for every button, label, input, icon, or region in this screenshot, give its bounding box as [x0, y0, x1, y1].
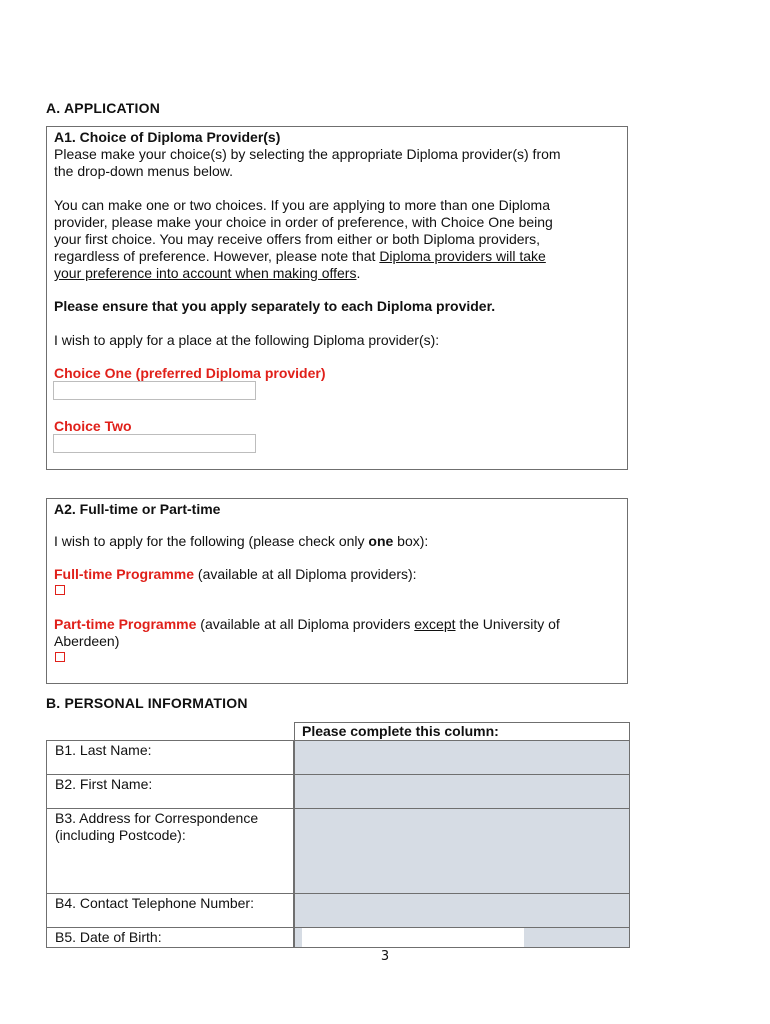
parttime-line — [54, 616, 560, 633]
a1-para-line2: provider, please make your choice in order of preference, with Choice One being — [54, 214, 553, 230]
fulltime-line — [54, 566, 417, 583]
a1-para-line1: You can make one or two choices. If you are applying to more than one Diploma — [54, 197, 550, 213]
a1-box — [46, 126, 628, 470]
parttime-except: except — [414, 616, 456, 632]
a1-para-line5-end: . — [356, 265, 361, 281]
parttime-note-start: (available at all Diploma providers — [196, 616, 415, 632]
row-dob-label: B5. Date of Birth: — [46, 927, 294, 948]
choice-two-dropdown[interactable] — [53, 434, 256, 453]
row-first-name-label: B2. First Name: — [46, 774, 294, 809]
telephone-input[interactable] — [294, 893, 630, 928]
fulltime-note: (available at all Diploma providers): — [194, 566, 417, 582]
choice-one-dropdown[interactable] — [53, 381, 256, 400]
a2-title: A2. Full-time or Part-time — [54, 501, 221, 517]
dob-input-group — [294, 927, 630, 948]
a2-wish-text — [54, 533, 428, 550]
a1-para-line3: your first choice. You may receive offers from either or both Diploma providers, — [54, 231, 541, 247]
parttime-label: Part-time Programme — [54, 616, 197, 632]
a1-wish-text: I wish to apply for a place at the following Diploma provider(s): — [54, 332, 440, 348]
row-telephone-label: B4. Contact Telephone Number: — [46, 893, 294, 928]
choice-one-label: Choice One (preferred Diploma provider) — [54, 365, 326, 381]
a1-title: A1. Choice of Diploma Provider(s) — [54, 129, 281, 145]
fulltime-label: Full-time Programme — [54, 566, 195, 582]
parttime-note-line2: Aberdeen) — [54, 633, 120, 649]
dob-input[interactable] — [302, 928, 524, 947]
column-header: Please complete this column: — [294, 722, 630, 740]
row-last-name-label: B1. Last Name: — [46, 740, 294, 775]
a2-wish-bold: one — [368, 533, 394, 549]
choice-two-label: Choice Two — [54, 418, 132, 434]
row-address-label-line2: (including Postcode): — [55, 827, 186, 843]
a1-intro-line1: Please make your choice(s) by selecting the appropriate Diploma provider(s) from — [54, 146, 561, 162]
personal-info-table — [46, 722, 630, 948]
section-a-heading: A. APPLICATION — [46, 100, 161, 116]
parttime-note-end: the University of — [455, 616, 560, 632]
row-address-label — [46, 808, 294, 894]
a1-para-line5-underlined: your preference into account when making offers — [54, 265, 357, 281]
section-b-heading: B. PERSONAL INFORMATION — [46, 695, 248, 711]
row-address-label-line1: B3. Address for Correspondence — [55, 810, 259, 826]
first-name-input[interactable] — [294, 774, 630, 809]
last-name-input[interactable] — [294, 740, 630, 775]
address-input[interactable] — [294, 808, 630, 894]
a1-para-line4 — [54, 248, 546, 265]
a2-wish-end: box): — [393, 533, 429, 549]
fulltime-checkbox[interactable] — [55, 585, 65, 595]
a1-para-line5 — [54, 265, 360, 282]
a1-intro-line2: the drop-down menus below. — [54, 163, 233, 179]
a2-wish-start: I wish to apply for the following (please check only — [54, 533, 369, 549]
a1-ensure-note: Please ensure that you apply separately to each Diploma provider. — [54, 298, 496, 314]
page-number: 3 — [380, 949, 390, 964]
a1-para-line4-plain: regardless of preference. However, please note that — [54, 248, 380, 264]
a2-box — [46, 498, 628, 684]
a1-para-line4-underlined: Diploma providers will take — [379, 248, 546, 264]
parttime-checkbox[interactable] — [55, 652, 65, 662]
